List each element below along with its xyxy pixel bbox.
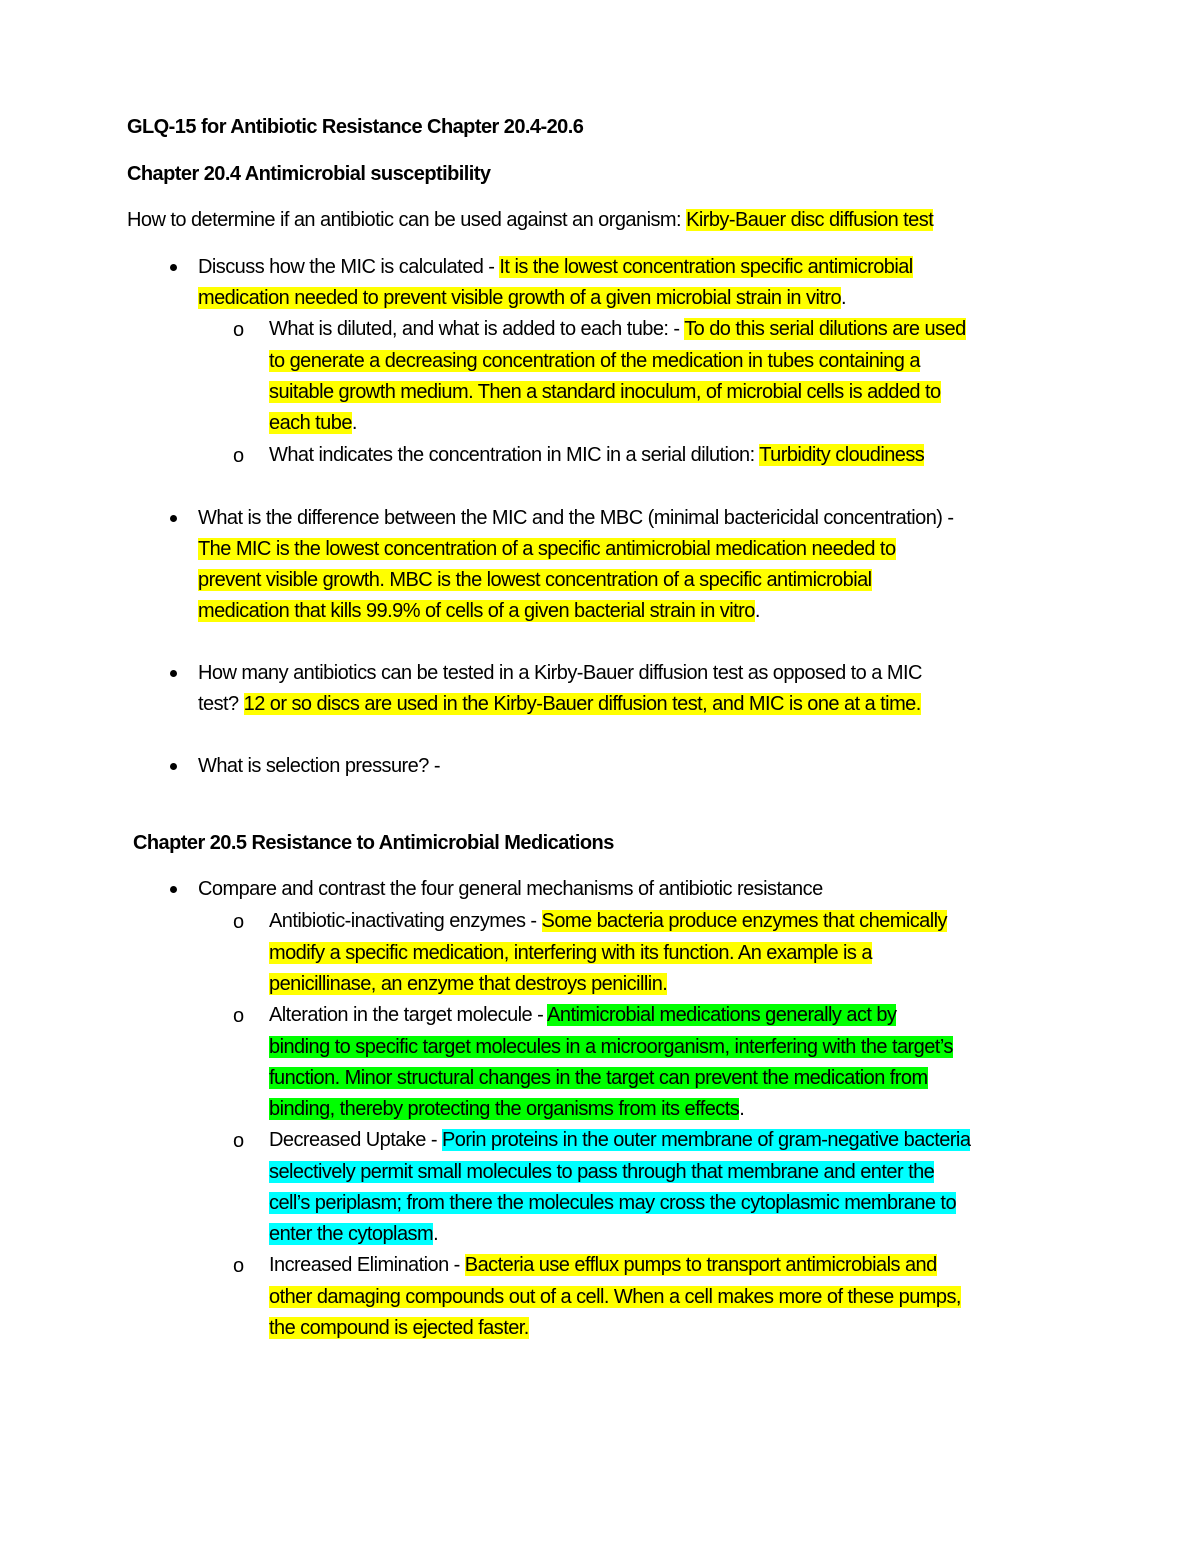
answer-highlight: Kirby-Bauer disc diffusion test [686,209,934,231]
elimination-item [269,1250,937,1281]
enzymes-answer-line [269,938,872,969]
question-text: How many antibiotics can be tested in a Kirby-Bauer diffusion test as opposed to a MIC [198,662,922,684]
question-text: Compare and contrast the four general mechanisms of antibiotic resistance [198,878,823,900]
target-answer-line [269,1094,744,1125]
answer-highlight: binding to specific target molecules in a microorganism, interfering with the target’s [269,1036,953,1058]
answer-highlight: modify a specific medication, interfering with its function. An example is a [269,942,872,964]
target-answer-line [269,1063,928,1094]
bullet-icon [170,886,177,893]
answer-highlight: Antimicrobial medications generally act by [547,1004,897,1026]
mbc-answer-line [198,534,896,565]
uptake-answer-line [269,1157,934,1188]
question-text: Discuss how the MIC is calculated - [198,256,500,278]
diluted-answer-line [269,346,920,377]
answer-highlight: medication that kills 99.9% of cells of a given bacterial strain in vitro [198,600,755,622]
bullet-icon [170,264,177,271]
answer-highlight: The MIC is the lowest concentration of a specific antimicrobial medication needed to [198,538,896,560]
diluted-answer-line [269,408,357,439]
sub-bullet-icon: o [233,911,245,933]
answer-highlight: Turbidity cloudiness [759,444,925,466]
uptake-answer-line [269,1219,438,1250]
answer-highlight: binding, thereby protecting the organisms from its effects [269,1098,740,1120]
answer-highlight: enter the cytoplasm [269,1223,434,1245]
mechanism-label: Alteration in the target molecule - [269,1004,548,1026]
answer-highlight: To do this serial dilutions are used [684,318,966,340]
bullet-icon [170,670,177,677]
answer-highlight: penicillinase, an enzyme that destroys penicillin. [269,973,668,995]
answer-highlight: 12 or so discs are used in the Kirby-Bauer diffusion test, and MIC is one at a time. [243,693,921,715]
intro-question [127,205,933,236]
enzymes-item [269,906,947,937]
mic-question [198,252,913,283]
elimination-answer-line [269,1282,961,1313]
answer-highlight: prevent visible growth. MBC is the lowest concentration of a specific antimicrobial [198,569,872,591]
question-text: test? [198,693,244,715]
question-text: What indicates the concentration in MIC in a serial dilution: [269,444,760,466]
sub-bullet-icon: o [233,1255,245,1277]
answer-highlight: Some bacteria produce enzymes that chemically [541,910,947,932]
mechanism-label: Decreased Uptake - [269,1129,442,1151]
mechanism-label: Antibiotic-inactivating enzymes - [269,910,542,932]
enzymes-answer-line [269,969,667,1000]
indicates-question [269,440,924,471]
mbc-answer-line [198,565,872,596]
punctuation: . [433,1223,439,1245]
punctuation: . [841,287,847,309]
answer-highlight: Porin proteins in the outer membrane of gram-negative bacteria [441,1129,971,1151]
question-text: How to determine if an antibiotic can be used against an organism: [127,209,687,231]
answer-highlight: function. Minor structural changes in the target can prevent the medication from [269,1067,928,1089]
answer-highlight: each tube [269,412,352,434]
sub-bullet-icon: o [233,1005,245,1027]
compare-question [198,874,823,905]
mechanism-label: Increased Elimination - [269,1254,465,1276]
answer-highlight: Bacteria use efflux pumps to transport antimicrobials and [464,1254,937,1276]
document-title [127,112,583,143]
heading-text: Chapter 20.5 Resistance to Antimicrobial Medications [133,832,614,854]
sub-bullet-icon: o [233,445,245,467]
mic-answer-line [198,283,846,314]
bullet-icon [170,515,177,522]
mbc-answer-line [198,596,760,627]
bullet-icon [170,763,177,770]
chapter-20-4-heading [127,159,490,190]
answer-highlight: to generate a decreasing concentration of the medication in tubes containing a [269,350,920,372]
heading-text: Chapter 20.4 Antimicrobial susceptibility [127,163,491,185]
howmany-question [198,658,922,689]
sub-bullet-icon: o [233,319,245,341]
answer-highlight: suitable growth medium. Then a standard inoculum, of microbial cells is added to [269,381,941,403]
uptake-answer-line [269,1188,956,1219]
answer-highlight: medication needed to prevent visible growth of a given microbial strain in vitro [198,287,842,309]
chapter-20-5-heading [133,828,614,859]
answer-highlight: cell’s periplasm; from there the molecules may cross the cytoplasmic membrane to [269,1192,957,1214]
answer-highlight: selectively permit small molecules to pass through that membrane and enter the [269,1161,935,1183]
question-text: What is diluted, and what is added to each tube: - [269,318,685,340]
title-text: GLQ-15 for Antibiotic Resistance Chapter 20.4-20.6 [127,116,584,138]
target-item [269,1000,896,1031]
diluted-question [269,314,966,345]
selection-question [198,751,440,782]
punctuation: . [739,1098,745,1120]
howmany-answer-line [198,689,921,720]
punctuation: . [351,412,357,434]
sub-bullet-icon: o [233,1130,245,1152]
answer-highlight: It is the lowest concentration specific antimicrobial [499,256,913,278]
question-text: What is selection pressure? - [198,755,440,777]
answer-highlight: other damaging compounds out of a cell. When a cell makes more of these pumps, [269,1286,961,1308]
punctuation: . [754,600,760,622]
uptake-item [269,1125,970,1156]
mbc-question [198,503,954,534]
elimination-answer-line [269,1313,529,1344]
question-text: What is the difference between the MIC and the MBC (minimal bactericidal concentration) - [198,507,954,529]
diluted-answer-line [269,377,941,408]
answer-highlight: the compound is ejected faster. [269,1317,529,1339]
target-answer-line [269,1032,953,1063]
